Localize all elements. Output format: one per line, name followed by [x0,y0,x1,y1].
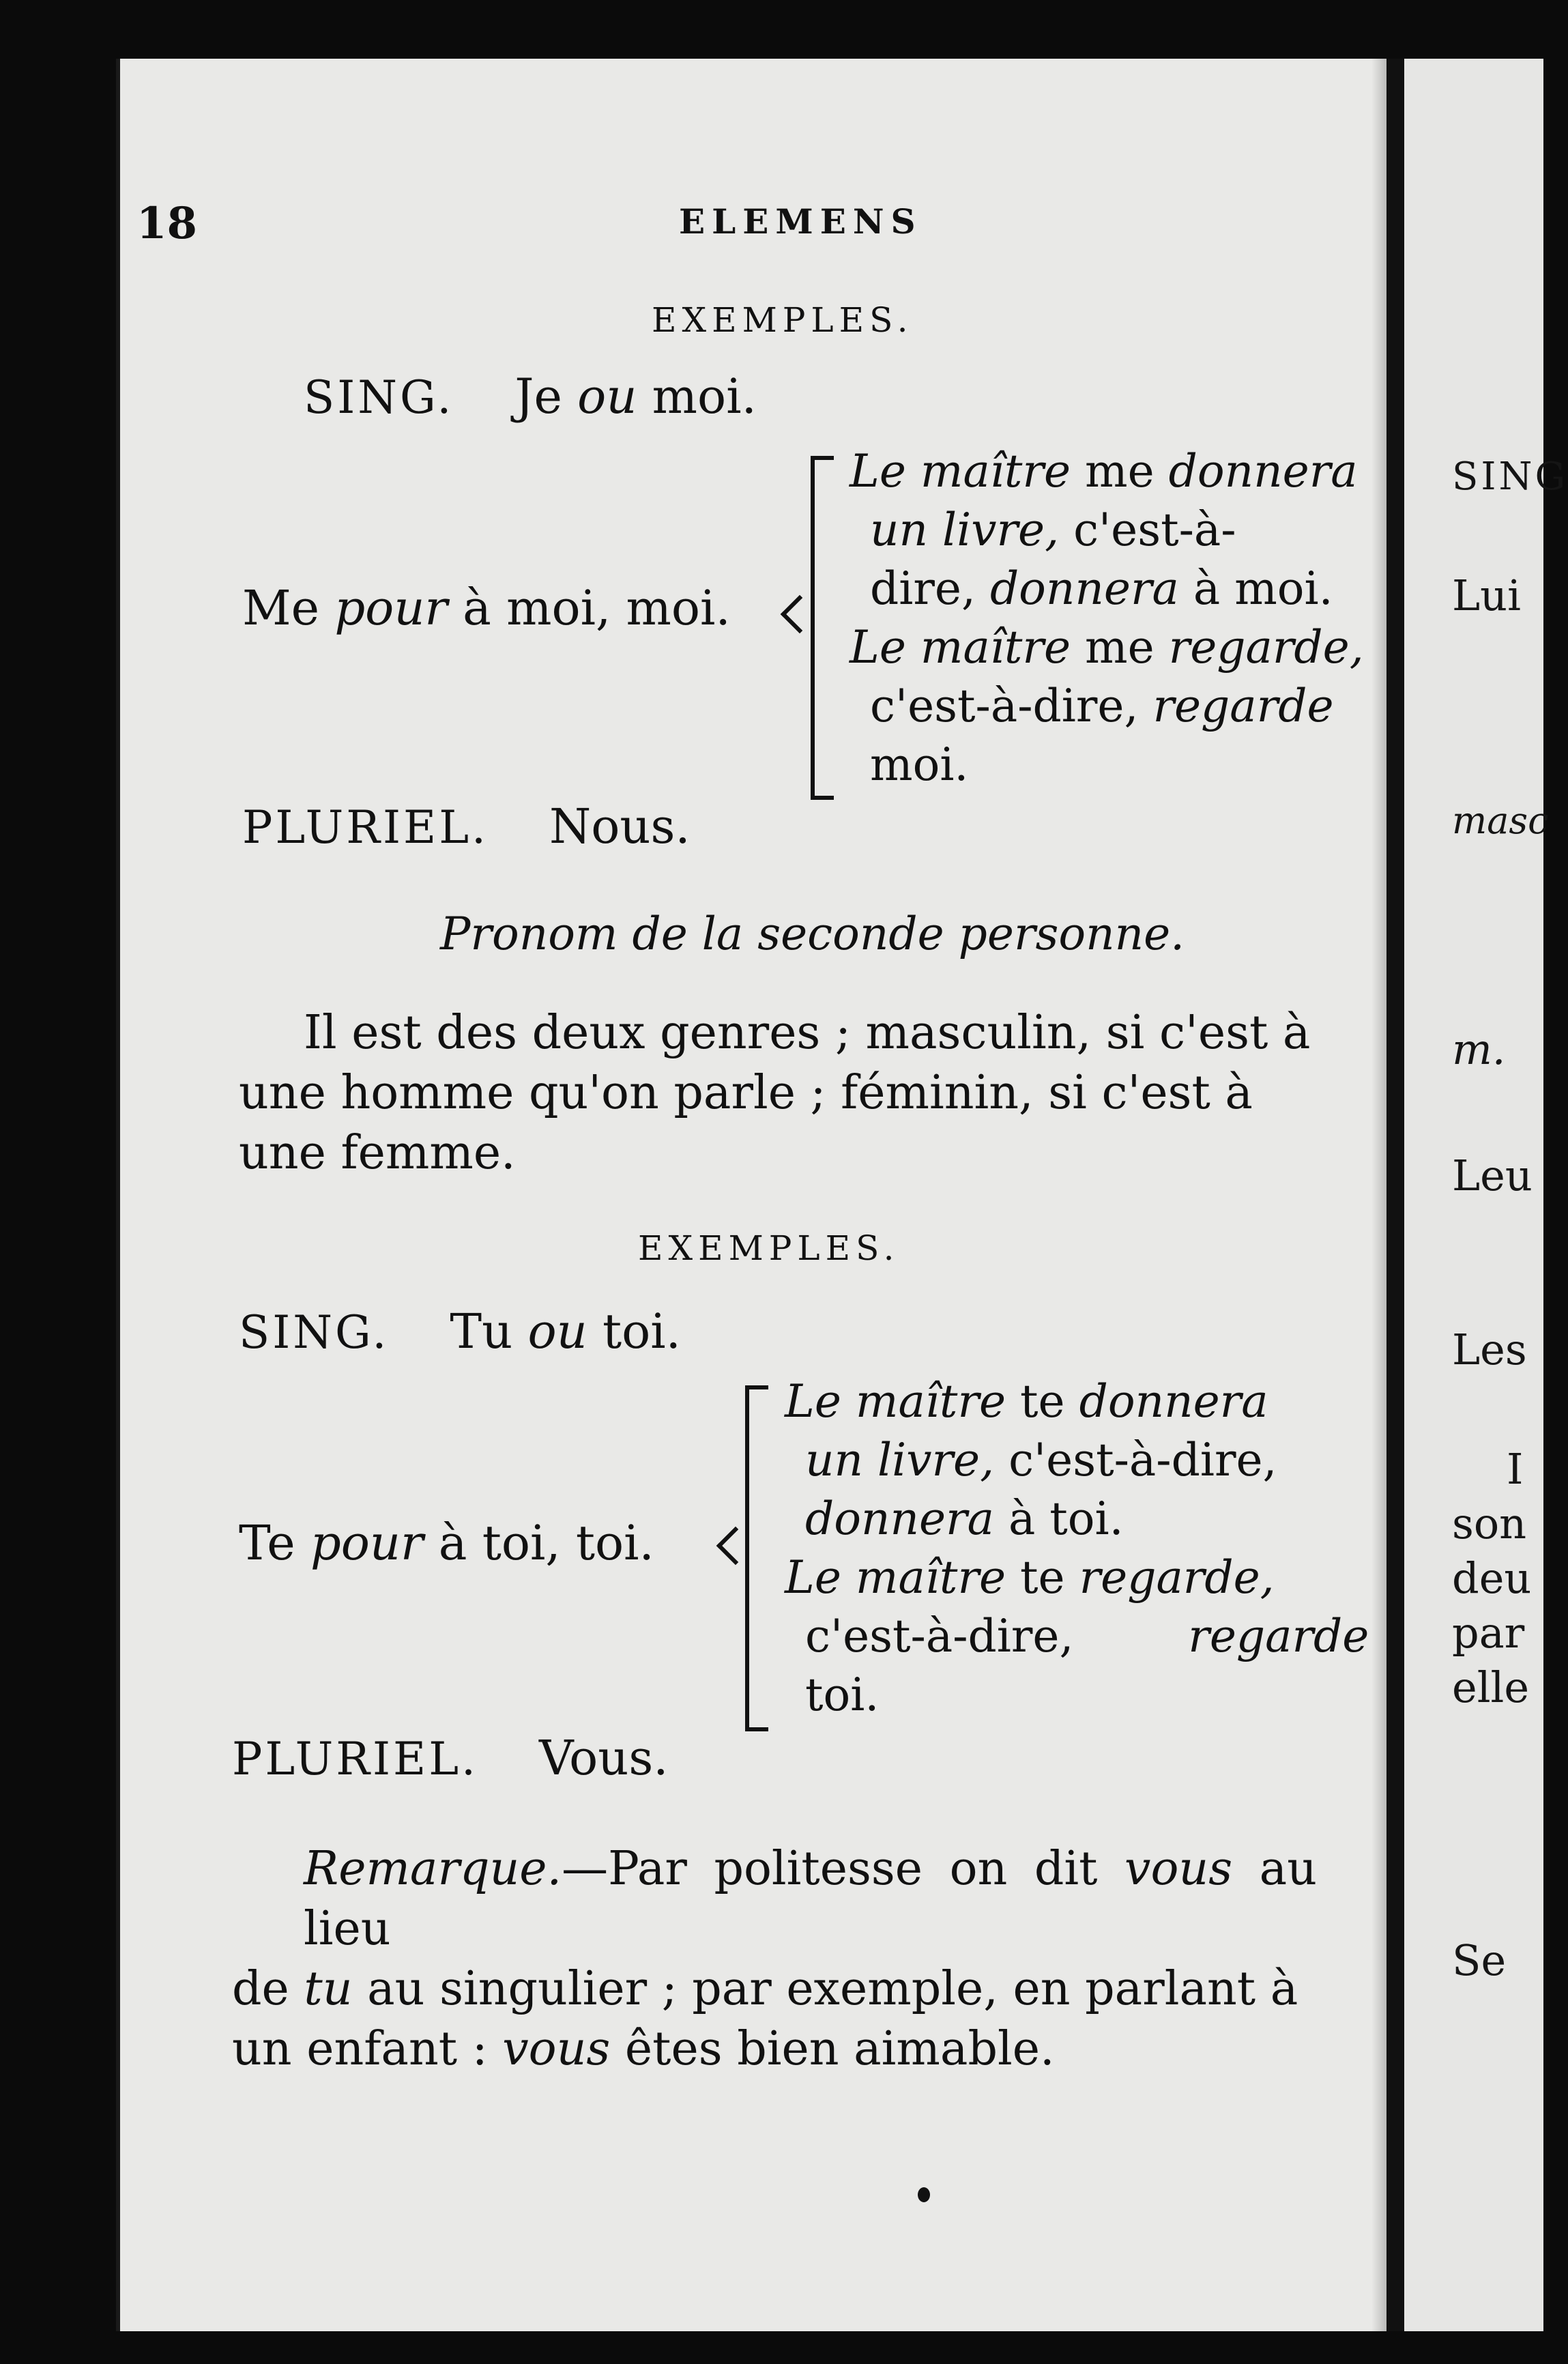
ink-mark [918,2187,930,2202]
section-heading: Pronom de la seconde personne. [440,908,1185,960]
facing-word: son [1452,1499,1527,1548]
facing-word: Leu [1452,1151,1533,1200]
te-label-rest: à toi, toi. [438,1515,654,1571]
example-line: un livre, c'est-à-dire, [805,1434,1277,1486]
sing-line [239,1303,681,1359]
example-line: un livre, c'est-à- [870,504,1236,556]
pluriel-text: Nous. [549,798,691,854]
paragraph [239,1003,1324,1183]
sing-text: Tu [450,1303,513,1359]
facing-word: par [1452,1608,1525,1658]
te-label: Te [239,1515,295,1571]
facing-word: m. [1452,1024,1506,1074]
facing-page [1404,59,1568,2331]
para-line: de tu au singulier ; par exemple, en parlant à [232,1962,1298,2016]
facing-word: elle [1452,1662,1530,1712]
page-number: 18 [136,198,198,249]
pour-word: pour [334,580,448,636]
facing-word: deu [1452,1553,1532,1603]
para-line: une homme qu'on parle ; féminin, si c'est à [239,1066,1253,1120]
pluriel-text: Vous. [539,1730,669,1786]
pluriel-line [242,798,691,854]
sing-ou: ou [577,369,637,424]
example-line: moi. [870,738,969,791]
pluriel-line [232,1730,669,1786]
para-line: Il est des deux genres ; masculin, si c'est à [304,1006,1311,1060]
example-line: c'est-à-dire, regarde [870,680,1334,732]
example-line: donnera à toi. [805,1493,1124,1545]
me-label-rest: à moi, moi. [463,580,731,636]
example-line: Le maître te donnera [785,1375,1268,1428]
examples-heading: EXEMPLES. [638,1228,900,1268]
example-line: Le maître te regarde, [785,1551,1275,1604]
para-line: Remarque.—Par politesse on dit vous au lieu [304,1842,1317,1956]
me-label: Me [242,580,320,636]
example-line: toi. [805,1669,880,1721]
sing-label: SING. [239,1306,390,1359]
pluriel-label: PLURIEL. [232,1733,479,1785]
example-line: Le maître me donnera [850,445,1358,498]
facing-word: SING [1452,455,1568,499]
brace [811,456,834,800]
para-line: une femme. [239,1126,516,1180]
sing-text: Je [514,369,562,424]
remarque-label: Remarque. [304,1842,562,1896]
facing-word: Se [1452,1935,1507,1985]
pour-word: pour [310,1515,424,1571]
facing-word: I [1507,1444,1524,1494]
me-line [242,580,731,636]
book-gutter [1386,59,1404,2331]
facing-word: Les [1452,1325,1527,1374]
facing-word: Lui [1452,571,1521,620]
sing-text: toi. [602,1303,681,1359]
example-line: c'est-à-dire, regarde [805,1610,1369,1662]
pluriel-label: PLURIEL. [242,801,489,854]
te-line [239,1515,654,1571]
brace [745,1385,768,1731]
example-line: dire, donnera à moi. [870,562,1333,615]
sing-label: SING. [304,371,454,424]
para-line: un enfant : vous êtes bien aimable. [232,2022,1055,2076]
sing-ou: ou [527,1303,587,1359]
remarque-paragraph [232,1839,1317,2079]
sing-text: moi. [652,369,757,424]
running-title: ELEMENS [679,201,923,242]
example-line: Le maître me regarde, [850,621,1364,674]
facing-word: masc [1452,799,1549,842]
examples-heading: EXEMPLES. [652,300,914,340]
sing-line [304,369,757,424]
